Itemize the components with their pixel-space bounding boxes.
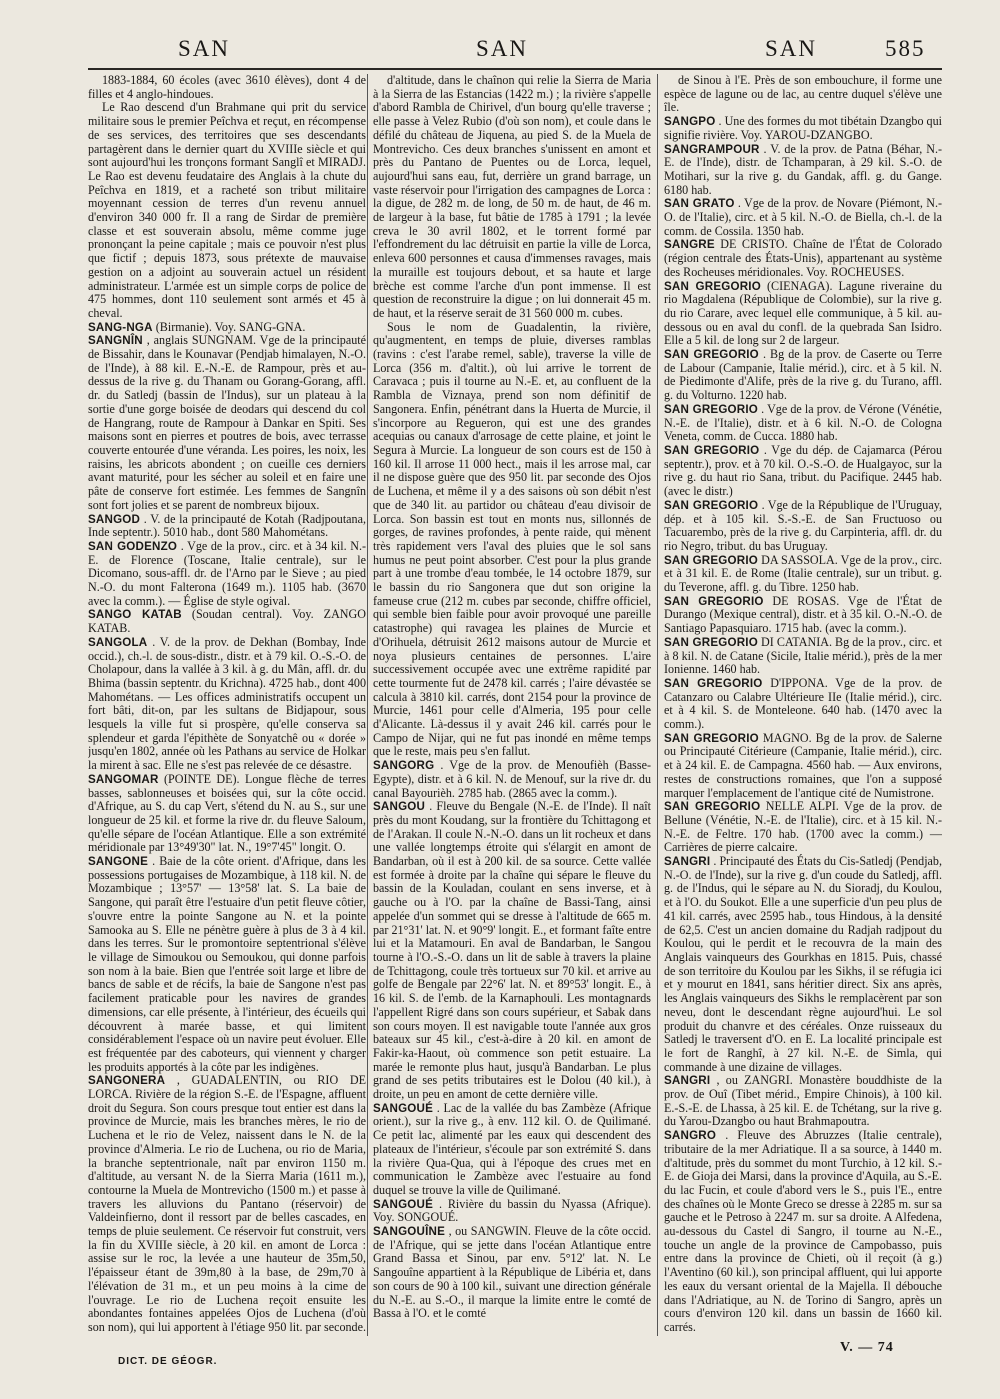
- entry-headword: SAN GREGORIO: [664, 348, 759, 362]
- entry-headword: SANGRI: [664, 855, 711, 869]
- entry-headword: SANGOD: [88, 512, 141, 526]
- dictionary-entry: [88, 540, 366, 609]
- entry-text: . V. de la principauté de Kotah (Radjpoutana, Inde septentr.). 5010 hab., dont 580 Mahométans.: [88, 511, 366, 540]
- entry-text: , ou ZANGRI. Monastère bouddhiste de la prov. de Ouî (Tibet mérid., Empire Chinois), à 100 kil. E.-S.-E. de Lhassa, à 25 kil. E. de Tchétang, sur la rive g. du Yarou-Dzangbo ou haut Brahmapoutra.: [664, 1073, 942, 1129]
- entry-headword: SANGOLA: [88, 635, 148, 649]
- column-3: [664, 74, 942, 1334]
- entry-text: . Vge du dép. de Cajamarca (Pérou septentr.), prov. et à 70 kil. O.-S.-O. de Hualgayoc, sur la rive g. du haut rio Sana, tribut. du Pacifique. 2445 hab. (avec le distr.): [664, 442, 942, 499]
- entry-text: Le Rao descend d'un Brahmane qui prit du service militaire sous le premier Peîchva et reçut, en récompense de ses services, des territoires que ses descendants partagèrent dans le dernier quart du XVIIIe siècle et qui sont aujourd'hui les tronçons formant Sanglî et MIRADJ. Le Rao est devenu feudataire des Anglais à la chute du Peîchva en 1819, et a racheté son tribut militaire moyennant cession de terres d'un revenu annuel d'environ 340 000 fr. Il a rang de Sirdar de première classe et est souverain absolu, même comme juge prononçant la peine capitale ; mais ce pouvoir n'est plus que fictif ; depuis 1873, sous prétexte de mauvaise gestion on a adjoint au souverain actuel un résident administrateur. L'armée est un simple corps de police de 475 hommes, dont 110 seulement sont armés et 45 à cheval.: [88, 100, 366, 320]
- dictionary-entry: [664, 403, 942, 444]
- entry-headword: SANGRI: [664, 1074, 711, 1088]
- entry-text: (Soudan central). Voy. ZANGO KATAB.: [88, 607, 366, 636]
- entry-headword: SANGOUÎNE: [373, 1225, 446, 1239]
- entry-text: . V. de la prov. de Dekhan (Bombay, Inde occid.), ch.-l. de sous-distr., distr. et à 79 kil. O.-S.-O. de Cholapour, dans la vallée à 3 kil. à g. du Mân, affl. dr. du Bhima (bassin septentr. du Krichna). 4725 hab., dont 400 Mahométans. — Les offices administratifs occupent un fort bâti, dit-on, par les sultans de Bidjapour, sous lesquels la ville fut si prospère, qu'elle conserva sa splendeur et garda l'épithète de Sonyatchê ou « dorée » jusqu'en 1802, année où les Pathans au service de Holkar la mirent à sac. Elle ne s'est pas relevée de ce désastre.: [88, 634, 366, 773]
- entry-paragraph: [88, 74, 366, 101]
- entry-text: , GUADALENTIN, ou RIO DE LORCA. Rivière de la région S.-E. de l'Espagne, affluent droit du Segura. Son cours presque tout entier est dans la province de Murcie, mais les branches mères, le rio de Luchena et le rio de Velez, naissent dans le N. de la province d'Almeria. Le rio de Luchena, ou rio de Maria, la branche septentrionale, naît par environ 1150 m. d'altitude, au versant N. de la Sierra Maria (1611 m.), contourne la Muela de Montrevicho (1500 m.) et passe à travers les alluvions du Pantano (réservoir) de Valdeinfierno, dont il ressort par de belles cascades, en temps de pluie seulement. Ce réservoir fut construit, vers la fin du XVIIIe siècle, à 20 kil. en amont de Lorca : assise sur le roc, la levée a une hauteur de 35m,50, l'épaisseur étant de 39m,80 à la base, de 29m,70 à l'élévation de 31 m., et un peu moins à la cime de l'ouvrage. Le rio de Luchena reçoit ensuite les abondantes fontaines appelées Ojos de Luchena (d'où son nom), qui lui apportent à l'étiage 950 lit. par seconde.: [88, 1073, 366, 1334]
- entry-text: DI CATANIA. Bg de la prov., circ. et à 8 kil. N. de Catane (Sicile, Italie mérid.), près de la mer Ionienne. 1460 hab.: [664, 634, 942, 677]
- entry-headword: SAN GREGORIO: [664, 402, 758, 416]
- entry-text: MAGNO. Bg de la prov. de Salerne ou Principauté Citérieure (Campanie, Italie mérid.), circ. et à 24 kil. E. de Campagna. 4560 hab. — Aux environs, restes de constructions romaines, que l'on a supposé marquer l'emplacement de l'antique cité de Numistrone.: [664, 730, 942, 800]
- entry-paragraph: [373, 74, 651, 321]
- dictionary-entry: [664, 1129, 942, 1334]
- entry-paragraph: [664, 74, 942, 115]
- entry-headword: SANGOUÉ: [373, 1197, 434, 1211]
- entry-text: . Fleuve des Abruzzes (Italie centrale), tributaire de la mer Adriatique. Il a sa source, à 1440 m. d'altitude, près du sommet du mont Turchio, à 12 kil. S.-E. de Gioja dei Marsi, dans la province d'Aquila, au S.-E. du lac Fucin, et coule d'abord vers le S., puis l'E., entre des chaînes où le Monte Greco se dresse à 2285 m. sur sa gauche et le Petroso à 2247 m. sur sa droite. A Alfedena, au-dessous du Castel di Sangro, il tourne au N.-E., touche un angle de la province de Campobasso, puis entre dans la province de Chieti, où il reçoit (à g.) l'Aventino (60 kil.), son principal affluent, qui lui apporte les eaux du versant oriental de la Majella. Il débouche dans l'Adriatique, au N. de Torino di Sangro, après un cours d'environ 120 kil. dans un bassin de 1660 kil. carrés.: [664, 1128, 942, 1334]
- dictionary-entry: [664, 499, 942, 554]
- column-divider: [657, 74, 658, 1336]
- entry-text: . Une des formes du mot tibétain Dzangbo qui signifie rivière. Voy. YAROU-DZANGBO.: [664, 114, 942, 142]
- entry-headword: SANGRO: [664, 1129, 717, 1143]
- dictionary-entry: [664, 554, 942, 595]
- entry-headword: SAN GREGORIO: [664, 731, 759, 745]
- dictionary-entry: [664, 143, 942, 198]
- entry-text: d'altitude, dans le chaînon qui relie la Sierra de Maria à la Sierra de las Estancias (1422 m.) ; la rivière s'appelle d'abord Rambla de Chirivel, d'un bourg qu'elle traverse ; elle passe à Velez Rubio (d'où son nom), et coule dans le défilé du château de Jiquena, au pied S. de la Muela de Montrevicho. Ces deux branches s'unissent en amont et près du Pantano de Puentes ou de Lorca, lequel, aujourd'hui sans eau, fut, derrière un grand barrage, un vaste réservoir pour l'irrigation des campagnes de Lorca : la digue, de 282 m. de long, de 50 m. de haut, de 46 m. de largeur à la base, fut bâtie de 1785 à 1791 ; la levée creva le 30 avril 1802, et le torrent formé par l'effondrement du lac détruisit en partie la ville de Lorca, enleva 600 personnes et causa d'immenses ravages, mais la muraille est toujours debout, et sa haute et large brèche est comme l'arche d'un pont immense. Il est question de reconstruire la digue ; on lui donnerait 45 m. de haut, et la réserve serait de 31 560 000 m. cubes.: [373, 74, 651, 320]
- dictionary-entry: [664, 197, 942, 238]
- dictionary-entry: [664, 280, 942, 349]
- entry-headword: SANGRE: [664, 238, 715, 252]
- entry-headword: SANGO KATAB: [88, 608, 182, 622]
- entry-text: . Bg de la prov. de Caserte ou Terre de Labour (Campanie, Italie mérid.), circ. et à 5 kil. N. de Piedimonte d'Alife, près de la rive g. du Turano, affl. g. du Volturno. 1220 hab.: [664, 347, 942, 403]
- entry-text: . Baie de la côte orient. d'Afrique, dans les possessions portugaises de Mozambique, à 118 kil. N. de Mozambique ; 13°57' — 13°58' lat. S. La baie de Sangone, qui paraît être l'estuaire d'un petit fleuve côtier, s'ouvre entre la pointe Sangone au N. et la pointe Samooka au S. Elle ne pénètre guère à plus de 3 à 4 kil. dans les terres. Sur le promontoire septentrional s'élève le village de Simoukou ou Semoukou, qui donne parfois son nom à la baie. Bien que l'entrée soit large et libre de bancs de sable et de récifs, la baie de Sangone n'est pas facilement praticable pour les navires de grandes dimensions, car elle présente, à l'intérieur, des écueils qui découvrent à marée basse, et qui limitent considérablement l'espace où un navire peut évoluer. Elle est fréquentée par des caboteurs, qui viennent y charger les produits apportés à la côte par les indigènes.: [88, 854, 366, 1074]
- entry-text: . Vge de la prov., circ. et à 34 kil. N.-E. de Florence (Toscane, Italie centrale), sur le Dicomano, sous-affl. dr. de l'Arno par le Sieve ; au pied N.-O. du mont Falterona (1649 m.). 1105 hab. (3670 avec la comm.). — Église de style ogival.: [88, 538, 366, 608]
- entry-headword: SAN GREGORIO: [664, 498, 759, 512]
- dictionary-entry: [664, 677, 942, 732]
- column-2: [373, 74, 651, 1334]
- entry-headword: SANGRAMPOUR: [664, 142, 760, 156]
- running-head-center: SAN: [476, 36, 529, 61]
- entry-text: , anglais SUNGNAM. Vge de la principauté de Bissahir, dans le Kounavar (Pendjab himalayen, N.-O. de l'Inde), à 88 kil. E.-N.-E. de Rampour, près et au-dessus de la rive g. du Thanam ou Gorang-Gorang, affl. dr. du Satledj (bassin de l'Indus), sur un plateau à la sortie d'une gorge boisée de deodars qui descend du col de Hangrang, route de Rampour à Dankar en Spiti. Ses maisons sont en pierres et poutres de bois, avec terrasse couverte entourée d'une véranda. Les poires, les noix, les raisins, les abricots abondent ; on cueille ces derniers avant maturité, pour les sécher au soleil et en faire une pâte de conserve fort estimée. Les femmes de Sangnîn sont fort jolies et se parent de nombreux bijoux.: [88, 333, 366, 512]
- entry-text: . Vge de la prov. de Menoufièh (Basse-Egypte), distr. et à 6 kil. N. de Menouf, sur la rive dr. du canal Bayourièh. 2785 hab. (2865 avec la comm.).: [373, 758, 651, 800]
- column-1: [88, 74, 366, 1334]
- entry-headword: SANG-NGA: [88, 320, 153, 334]
- entry-headword: SANGOMAR: [88, 772, 159, 786]
- entry-text: . Lac de la vallée du bas Zambèze (Afrique orient.), sur la rive g., à env. 112 kil. O. de Quilimané. Ce petit lac, alimenté par les eaux qui descendent des plateaux de l'intérieur, s'écoule par son extrémité S. dans la rivière Qua-Qua, qui à l'époque des crues met en communication le Zambèze avec l'estuaire au fond duquel se trouve la ville de Quilimané.: [373, 1100, 651, 1197]
- entry-text: . Vge de la République de l'Uruguay, dép. et à 105 kil. S.-S.-E. de San Fructuoso ou Tacuarembo, près de la rive g. du Carpinteria, affl. dr. du rio Negro, tribut. du bas Uruguay.: [664, 497, 942, 553]
- entry-text: . Vge de la prov. de Novare (Piémont, N.-O. de l'Italie), circ. et à 5 kil. N.-O. de Biella, ch.-l. de la comm. de Cossila. 1350 hab.: [664, 196, 942, 238]
- entry-headword: SANGONE: [88, 855, 149, 869]
- dictionary-entry: [373, 1225, 651, 1321]
- entry-text: . Principauté des États du Cis-Satledj (Pendjab, N.-O. de l'Inde), sur la rive g. d'un coude du Satledj, affl. g. de l'Indus, qui le sépare au N. du Sioradj, du Koulou, et à l'O. du Soukot. Elle a une superficie d'un peu plus de 41 kil. carrés, avec 2595 hab., tous Hindous, à la densité de 62,5. C'est un ancien domaine du Radjah radjpout du Koulou, qui le perdit et le recouvra de la main des Anglais vainqueurs des Gourkhas en 1815. Puis, chassé de son territoire du Koulou par les Sikhs, il se réfugia ici et y mourut en 1841, sans héritier direct. Six ans après, les Anglais vainqueurs des Sikhs le remplacèrent par son neveu, dont le descendant règne aujourd'hui. Le sol produit du chanvre et des céréales. Onze ruisseaux du Satledj le traversent d'O. en E. La localité principale est le fort de Ranghî, à 27 kil. N.-E. de Simla, qui commande à une dizaine de villages.: [664, 854, 942, 1074]
- entry-text: NELLE ALPI. Vge de la prov. de Bellune (Vénétie, N.-E. de l'Italie), circ. et à 15 kil. N.-N.-E. de Feltre. 170 hab. (1700 avec la comm.) — Carrières de pierre calcaire.: [664, 799, 942, 855]
- column-divider: [367, 74, 368, 1336]
- dictionary-entry: [664, 444, 942, 499]
- entry-headword: SANGOUÉ: [373, 1101, 434, 1115]
- dictionary-entry: [88, 636, 366, 773]
- dictionary-entry: [664, 115, 942, 142]
- dictionary-entry: [88, 608, 366, 635]
- entry-text: . Fleuve du Bengale (N.-E. de l'Inde). Il naît près du mont Koudang, sur la frontière du Tchittagong et de l'Arakan. Il coule N.-N.-O. dans un lit rocheux et dans une vallée longtemps étroite qui s'élargit en amont de Bandarban, où il est à 200 kil. de sa source. Cette vallée est formée à droite par la chaîne qui sépare le fleuve du bassin de la Kouladan, coulant en sens inverse, et à gauche ou à l'O. par la chaîne de Bassi-Tang, ainsi appelée d'un sommet qui se dresse à l'altitude de 665 m. par 21°31' lat. N. et 90°9' longit. E., et formant faîte entre lui et la Matamouri. En aval de Bandarban, le Sangou tourne à l'O.-S.-O. dans un lit de sable à travers la plaine de Tchittagong, coule très tortueux sur 70 kil. et arrive au golfe de Bengale par 22°6' lat. N. et 89°53' longit. E., à 16 kil. S. de l'emb. de la Karnaphouli. Les montagnards l'appellent Rigré dans son cours supérieur, et Sabak dans son cours moyen. Il est navigable toute l'année aux gros bateaux sur 45 kil., c'est-à-dire à 20 kil. en amont de Fakir-ka-Haout, où commence son petit estuaire. La marée le remonte plus haut, jusqu'à Bandarban. Le plus grand de ses petits tributaires est le Dolou (40 kil.), à droite, un peu en amont de cette dernière ville.: [373, 799, 651, 1102]
- entry-headword: SANGPO: [664, 115, 716, 129]
- entry-headword: SAN GODENZO: [88, 539, 178, 553]
- dictionary-entry: [88, 855, 366, 1074]
- header-rule: [88, 68, 942, 70]
- entry-paragraph: [373, 321, 651, 760]
- dictionary-entry: [88, 334, 366, 512]
- entry-headword: SANGORG: [373, 759, 435, 773]
- entry-text: DA SASSOLA. Vge de la prov., circ. et à 31 kil. E. de Rome (Italie centrale), sur un tribut. g. du Teverone, affl. g. du Tibre. 1250 hab.: [664, 552, 942, 595]
- dictionary-entry: [664, 1074, 942, 1129]
- dictionary-entry: [88, 773, 366, 855]
- dictionary-entry: [664, 636, 942, 677]
- dictionary-entry: [373, 1102, 651, 1198]
- dictionary-entry: [88, 321, 366, 335]
- entry-text: DE ROSAS. Vge de l'État de Durango (Mexique central), distr. et à 35 kil. O.-N.-O. de Santiago Papasquiaro. 1715 hab. (avec la comm.).: [664, 593, 942, 636]
- entry-text: (CIENAGA). Lagune riveraine du rio Magdalena (République de Colombie), sur la rive g. du rio Carare, avec lequel elle communique, à 5 kil. au-dessous ou en aval du confl. de la quebrada San Isidro. Elle a 5 kil. de long sur 2 de largeur.: [664, 278, 942, 348]
- entry-headword: SAN GRATO: [664, 197, 735, 211]
- volume-sheet-mark: V. — 74: [840, 1340, 894, 1355]
- dictionary-entry: [664, 595, 942, 636]
- entry-headword: SANGONERA: [88, 1074, 166, 1088]
- entry-headword: SAN GREGORIO: [664, 676, 763, 690]
- entry-text: Sous le nom de Guadalentin, la rivière, qu'augmentent, en temps de pluie, diverses ramblas (ravins : c'est l'arabe remel, sable), traverse la ville de Lorca (356 m. d'altit.), où lui arrive le torrent de Caravaca ; puis il tourne au N.-E. et, au confluent de la Rambla de Viznaya, prend son nom définitif de Sangonera. Enfin, pénétrant dans la Huerta de Murcie, il s'incorpore au Regueron, qui est une des grandes acequias ou canaux d'arrosage de cette plaine, et joint le Segura à Murcie. La longueur de son cours est de 150 à 160 kil. Il arrose 11 000 hect., mais il les arrose mal, car il ne dispose guère que des 950 lit. par seconde des Ojos de Luchena, et même il y a des saisons où son débit n'est que de 340 lit. au partidor ou château d'eau divisoir de Lorca. Son bassin est tout en monts nus, sillonnés de gorges, de ravines profondes, à pente raide, qui mènent très rapidement vers l'aval des pluies que le sol sans humus ne peut point absorber. C'est pour la plus grande part à une trombe d'eau tombée, le 14 octobre 1879, sur le bassin du rio Sangonera que dut son origine la fameuse crue (212 m. cubes par seconde, chiffre officiel, qui semble bien faible pour avoir provoqué une pareille catastrophe) qui ravagea les plaines de Murcie et d'Orihuela, détruisit 2612 maisons autour de Murcie et noya plusieurs centaines de personnes. L'aire successivement occupée avec une extrême rapidité par cette tourmente fut de 2478 kil. carrés ; l'aire dévastée se calcula à 3810 kil. carrés, dont 2154 pour la province de Murcie, 1461 pour celle d'Almeria, 195 pour celle d'Alicante. Là-dessus il y avait 246 kil. carrés pour le Campo de Nijar, qui ne fut pas inondé en même temps que le reste, mais peu s'en fallut.: [373, 319, 651, 759]
- running-head-right: SAN: [765, 36, 818, 61]
- entry-text: . Vge de la prov. de Vérone (Vénétie, N.-E. de l'Italie), distr. et à 6 kil. N.-O. de Cologna Veneta, comm. de Cucca. 1880 hab.: [664, 401, 942, 444]
- running-head-left: SAN: [178, 36, 231, 61]
- signature-mark: DICT. DE GÉOGR.: [118, 1356, 218, 1367]
- dictionary-entry: [373, 759, 651, 800]
- entry-text: de Sinou à l'E. Près de son embouchure, il forme une espèce de lagune ou de lac, au centre duquel s'élève une île.: [664, 74, 942, 115]
- entry-text: , ou SANGWIN. Fleuve de la côte occid. de l'Afrique, qui se jette dans l'océan Atlantique entre Grand Bassa et Sinou, par env. 5°12' lat. N. Le Sangouîne appartient à la République de Libéria et, dans son cours de 90 à 100 kil., suivant une direction générale du N.-E. au S.-O., il marque la limite entre le comté de Bassa à l'O. et le comté: [373, 1224, 651, 1321]
- dictionary-entry: [88, 1074, 366, 1334]
- entry-headword: SANGOU: [373, 800, 426, 814]
- entry-headword: SANGNÎN: [88, 334, 143, 348]
- entry-headword: SAN GREGORIO: [664, 635, 758, 649]
- entry-text: (Birmanie). Voy. SANG-GNA.: [155, 319, 306, 334]
- entry-headword: SAN GREGORIO: [664, 800, 761, 814]
- entry-text: . Rivière du bassin du Nyassa (Afrique). Voy. SONGOUÉ.: [373, 1196, 651, 1225]
- dictionary-entry: [664, 732, 942, 801]
- dictionary-entry: [664, 800, 942, 855]
- entry-headword: SAN GREGORIO: [664, 279, 761, 293]
- entry-text: . V. de la prov. de Patna (Béhar, N.-E. de l'Inde), distr. de Tchamparan, à 29 kil. S.-O. de Motihari, sur la rive g. du Gandak, affl. g. du Gange. 6180 hab.: [664, 141, 942, 197]
- dictionary-entry: [88, 513, 366, 540]
- dictionary-entry: [373, 800, 651, 1101]
- entry-headword: SAN GREGORIO: [664, 594, 764, 608]
- entry-text: D'IPPONA. Vge de la prov. de Catanzaro ou Calabre Ultérieure IIe (Italie mérid.), circ. et à 4 kil. S. de Monteleone. 640 hab. (1470 avec la comm.).: [664, 675, 942, 732]
- entry-text: (POINTE DE). Longue flèche de terres basses, sablonneuses et boisées qui, sur la côte occid. d'Afrique, au S. du cap Vert, s'étend du N. au S., sur une longueur de 25 kil. et forme la rive dr. du fleuve Saloum, qu'elle sépare de l'océan Atlantique. Elle a son extrémité méridionale par 13°49'30" lat. N., 19°7'45" longit. O.: [88, 771, 366, 855]
- entry-headword: SAN GREGORIO: [664, 443, 760, 457]
- entry-text: DE CRISTO. Chaîne de l'État de Colorado (région centrale des États-Unis), appartenant au système des Rocheuses méridionales. Voy. ROCHEUSES.: [664, 237, 942, 279]
- dictionary-entry: [373, 1198, 651, 1225]
- entry-headword: SAN GREGORIO: [664, 553, 758, 567]
- dictionary-entry: [664, 855, 942, 1074]
- entry-paragraph: [88, 101, 366, 320]
- dictionary-entry: [664, 238, 942, 279]
- page-number: 585: [885, 36, 926, 61]
- dictionary-entry: [664, 348, 942, 403]
- entry-text: 1883-1884, 60 écoles (avec 3610 élèves), dont 4 de filles et 4 anglo-hindoues.: [88, 74, 366, 101]
